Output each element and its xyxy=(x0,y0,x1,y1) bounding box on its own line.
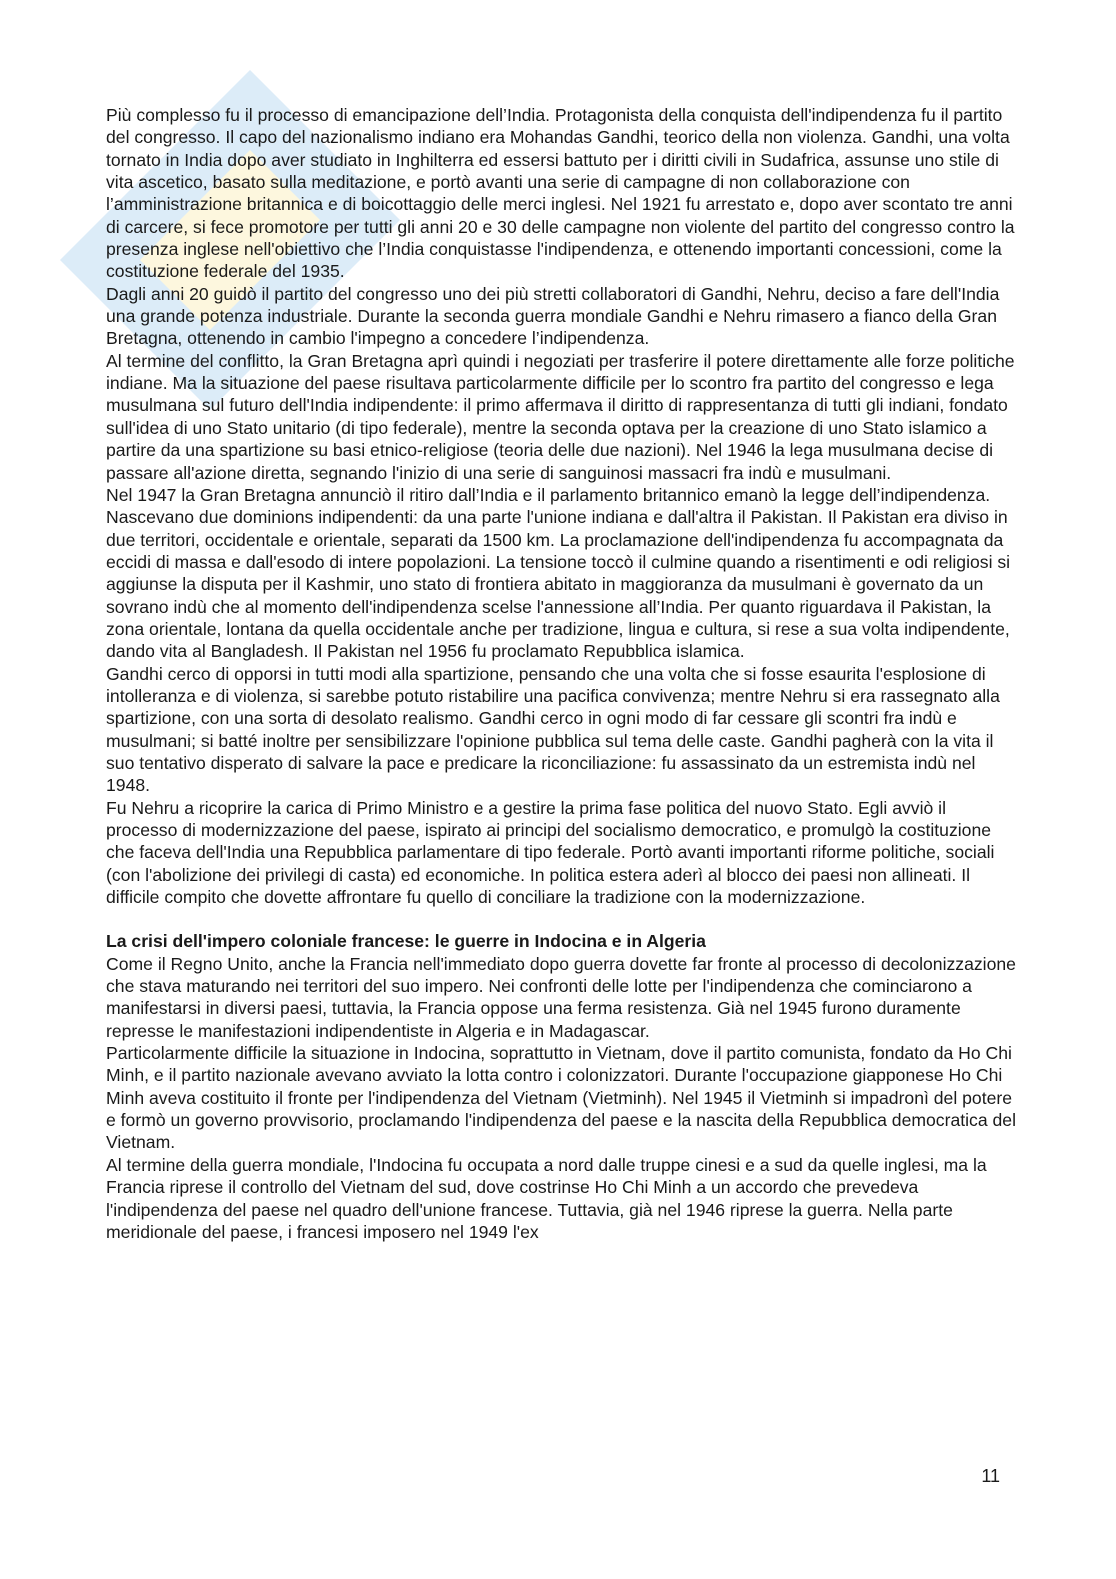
paragraph-independence-1947: Nel 1947 la Gran Bretagna annunciò il ritiro dall’India e il parlamento britannico emanò la legge dell’indipendenza. Nascevano due dominions indipendenti: da una parte l'unione indiana e dall'altra il Pakistan. Il Pakistan era diviso in due territori, occidentale e orientale, separati da 1500 km. La proclamazione dell'indipendenza fu accompagnata da eccidi di massa e dall'esodo di intere popolazioni. La tensione toccò il culmine quando a risentimenti e odi religiosi si aggiunse la disputa per il Kashmir, uno stato di frontiera abitato in maggioranza da musulmani è governato da un sovrano indù che al momento dell'indipendenza scelse l'annessione all’India. Per quanto riguardava il Pakistan, la zona orientale, lontana da quella occidentale anche per tradizione, lingua e cultura, si rese a sua volta indipendente, dando vita al Bangladesh. Il Pakistan nel 1956 fu proclamato Repubblica islamica. xyxy=(106,484,1011,662)
paragraph-france-intro: Come il Regno Unito, anche la Francia nell'immediato dopo guerra dovette far fronte al processo di decolonizzazione che stava maturando nei territori del suo impero. Nei confronti delle lotte per l'indipendenza che cominciarono a manifestarsi in diversi paesi, tuttavia, la Francia oppose una ferma resistenza. Già nel 1945 furono duramente represse le manifestazioni indipendentiste in Algeria e in Madagascar. xyxy=(106,953,1016,1041)
paragraph-nehru-prime-minister: Fu Nehru a ricoprire la carica di Primo Ministro e a gestire la prima fase politica del nuovo Stato. Egli avviò il processo di modernizzazione del paese, ispirato ai principi del socialismo democratico, e promulgò la costituzione che faceva dell'India una Repubblica parlamentare di tipo federale. Portò avanti importanti riforme politiche, sociali (con l'abolizione dei privilegi di casta) ed economiche. In politica estera aderì al blocco dei paesi non allineati. Il difficile compito che dovette affrontare fu quello di conciliare la tradizione con la modernizzazione. xyxy=(106,797,995,908)
section-spacer xyxy=(106,908,1018,930)
paragraph-gandhi-partition: Gandhi cerco di opporsi in tutti modi alla spartizione, pensando che una volta che si fosse esaurita l'esplosione di intolleranza e di violenza, si sarebbe potuto ristabilire una pacifica convivenza; mentre Nehru si era rassegnato alla spartizione, con una sorta di desolato realismo. Gandhi cerco in ogni modo di far cessare gli scontri fra indù e musulmani; si batté inoltre per sensibilizzare l'opinione pubblica sul tema delle caste. Gandhi pagherà con la vita il suo tentativo disperato di salvare la pace e predicare la riconciliazione: fu assassinato da un estremista indù nel 1948. xyxy=(106,663,1000,796)
paragraph-indochina: Particolarmente difficile la situazione in Indocina, soprattutto in Vietnam, dove il partito comunista, fondato da Ho Chi Minh, e il partito nazionale avevano avviato la lotta contro i colonizzatori. Durante l'occupazione giapponese Ho Chi Minh aveva costituito il fronte per l'indipendenza del Vietnam (Vietminh). Nel 1945 il Vietminh si impadronì del potere e formò un governo provvisorio, proclamando l'indipendenza del paese e la nascita della Repubblica democratica del Vietnam. xyxy=(106,1043,1016,1153)
document-body xyxy=(106,104,1018,1243)
paragraph-nehru-congress: Dagli anni 20 guidò il partito del congresso uno dei più stretti collaboratori di Gandhi, Nehru, deciso a fare dell'India una grande potenza industriale. Durante la seconda guerra mondiale Gandhi e Nehru rimasero a fianco della Gran Bretagna, ottenendo in cambio l'impegno a concedere l’indipendenza. xyxy=(106,283,1000,349)
paragraph-negotiations: Al termine del conflitto, la Gran Bretagna aprì quindi i negoziati per trasferire il potere direttamente alle forze politiche indiane. Ma la situazione del paese risultava particolarmente difficile per lo scontro fra partito del congresso e lega musulmana sul futuro dell'India indipendente: il primo affermava il diritto di rappresentanza di tutti gli indiani, fondato sull'idea di uno Stato unitario (di tipo federale), mentre la seconda optava per la creazione di uno Stato islamico a partire da una spartizione su basi etnico-religiose (teoria delle due nazioni). Nel 1946 la lega musulmana decise di passare all'azione diretta, segnando l'inizio di una serie di sanguinosi massacri fra indù e musulmani. xyxy=(106,350,1015,483)
paragraph-india-intro: Più complesso fu il processo di emancipazione dell’India. Protagonista della conquista dell'indipendenza fu il partito del congresso. Il capo del nazionalismo indiano era Mohandas Gandhi, teorico della non violenza. Gandhi, una volta tornato in India dopo aver studiato in Inghilterra ed essersi battuto per i diritti civili in Sudafrica, assunse uno stile di vita ascetico, basato sulla meditazione, e portò avanti una serie di campagne di non collaborazione con l’amministrazione britannica e di boicottaggio delle merci inglesi. Nel 1921 fu arrestato e, dopo aver scontato tre anni di carcere, si fece promotore per tutti gli anni 20 e 30 delle campagne non violente del partito del congresso contro la presenza inglese nell'obiettivo che l’India conquistasse l'indipendenza, e ottenendo importanti concessioni, come la costituzione federale del 1935. xyxy=(106,105,1015,282)
paragraph-vietnam-war: Al termine della guerra mondiale, l'Indocina fu occupata a nord dalle truppe cinesi e a sud da quelle inglesi, ma la Francia riprese il controllo del Vietnam del sud, dove costrinse Ho Chi Minh a un accordo che prevedeva l'indipendenza del paese nel quadro dell'unione francese. Tuttavia, già nel 1946 riprese la guerra. Nella parte meridionale del paese, i francesi imposero nel 1949 l'ex xyxy=(106,1154,987,1242)
section-heading: La crisi dell'impero coloniale francese: le guerre in Indocina e in Algeria xyxy=(106,931,706,952)
page-number: 11 xyxy=(981,1466,1000,1486)
